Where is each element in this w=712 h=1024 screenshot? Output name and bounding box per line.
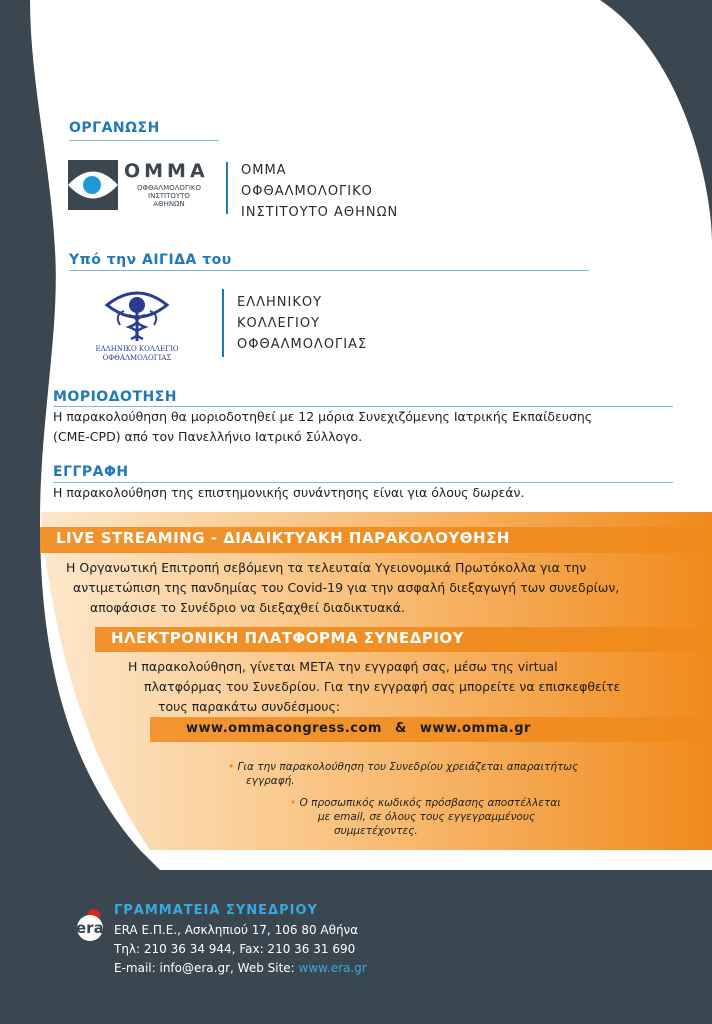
college-logo <box>82 285 192 365</box>
links-separator: & <box>395 721 407 736</box>
organization-title: ΟΡΓΑΝΩΣΗ <box>69 120 160 136</box>
platform-text: Η παρακολούθηση, γίνεται ΜΕΤΑ την εγγραφή σας, μέσω της virtual πλατφόρμας του Συνεδρίου. Για την εγγραφή σας μπορείτε να επισκεφθείτε τους παρακάτω συνδέσμους: <box>128 659 621 714</box>
platform-links <box>186 721 531 736</box>
footer-phones: Τηλ: 210 36 34 944, Fax: 210 36 31 690 <box>114 942 356 956</box>
auspices-title: Υπό την ΑΙΓΙΔΑ του <box>69 252 232 268</box>
footer-email-line: E-mail: info@era.gr, Web Site: www.era.gr <box>114 961 367 975</box>
era-logo <box>72 907 108 943</box>
note-registration: • Για την παρακολούθηση του Συνεδρίου χρειάζεται απαραιτήτως εγγραφή. <box>228 761 579 787</box>
streaming-text: Η Οργανωτική Επιτροπή σεβόμενη τα τελευταία Υγειονομικά Πρωτόκολλα για την αντιμετώπιση της πανδημίας του Covid-19 για την ασφαλή διεξαγωγή των συνεδρίων, αποφάσισε το Συνέδριο να διεξαχθεί διαδικτυακά. <box>66 560 620 615</box>
omma-link[interactable]: www.omma.gr <box>419 721 531 736</box>
footer-website-link[interactable]: www.era.gr <box>298 961 367 975</box>
footer-address: ERA Ε.Π.Ε., Ασκληπιού 17, 106 80 Αθήνα <box>114 923 359 937</box>
footer-title: ΓΡΑΜΜΑΤΕΙΑ ΣΥΝΕΔΡΙΟΥ <box>114 903 318 918</box>
ommacongress-link[interactable]: www.ommacongress.com <box>186 721 382 736</box>
omma-logo-main: ΟΜΜΑ <box>124 160 209 182</box>
note-access-code: • Ο προσωπικός κωδικός πρόσβασης αποστέλλεται με email, σε όλους τους εγγεγραμμένους συμμετέχοντες. <box>290 797 561 837</box>
organization-rule <box>69 140 219 141</box>
era-logo-text: era <box>76 919 104 937</box>
auspices-rule <box>69 270 589 271</box>
platform-banner: ΗΛΕΚΤΡΟΝΙΚΗ ΠΛΑΤΦΟΡΜΑ ΣΥΝΕΔΡΙΟΥ <box>111 629 465 647</box>
college-logo-caption: ΕΛΛΗΝΙΚΟ ΚΟΛΛΕΓΙΟ ΟΦΘΑΛΜΟΛΟΓΙΑΣ <box>95 345 179 362</box>
credits-title: ΜΟΡΙΟΔΟΤΗΣΗ <box>53 389 177 405</box>
footer-contact <box>114 921 367 978</box>
caduceus-eye-icon <box>82 285 192 343</box>
registration-title: ΕΓΓΡΑΦΗ <box>53 464 129 480</box>
organization-divider <box>226 162 228 214</box>
registration-text: Η παρακολούθηση της επιστημονικής συνάντησης είναι για όλους δωρεάν. <box>53 485 525 500</box>
bullet-icon: • <box>290 797 297 809</box>
organization-name: ΟΜΜΑ ΟΦΘΑΛΜΟΛΟΓΙΚΟ ΙΝΣΤΙΤΟΥΤΟ ΑΘΗΝΩΝ <box>241 163 399 220</box>
streaming-banner: LIVE STREAMING - ΔΙΑΔΙΚΤΥΑΚΗ ΠΑΡΑΚΟΛΟΥΘΗΣΗ <box>56 529 510 547</box>
omma-logo <box>68 160 218 215</box>
auspices-divider <box>222 289 224 357</box>
omma-logo-sub: ΟΦΘΑΛΜΟΛΟΓΙΚΟ ΙΝΣΤΙΤΟΥΤΟ ΑΘΗΝΩΝ <box>136 184 202 208</box>
omma-eye-icon <box>68 160 118 210</box>
credits-text: Η παρακολούθηση θα μοριοδοτηθεί με 12 μόρια Συνεχιζόμενης Ιατρικής Εκπαίδευσης (CME-CPD) από τον Πανελλήνιο Ιατρικό Σύλλογο. <box>53 409 593 444</box>
auspices-name: ΕΛΛΗΝΙΚΟΥ ΚΟΛΛΕΓΙΟΥ ΟΦΘΑΛΜΟΛΟΓΙΑΣ <box>237 295 368 352</box>
bullet-icon: • <box>228 761 235 773</box>
